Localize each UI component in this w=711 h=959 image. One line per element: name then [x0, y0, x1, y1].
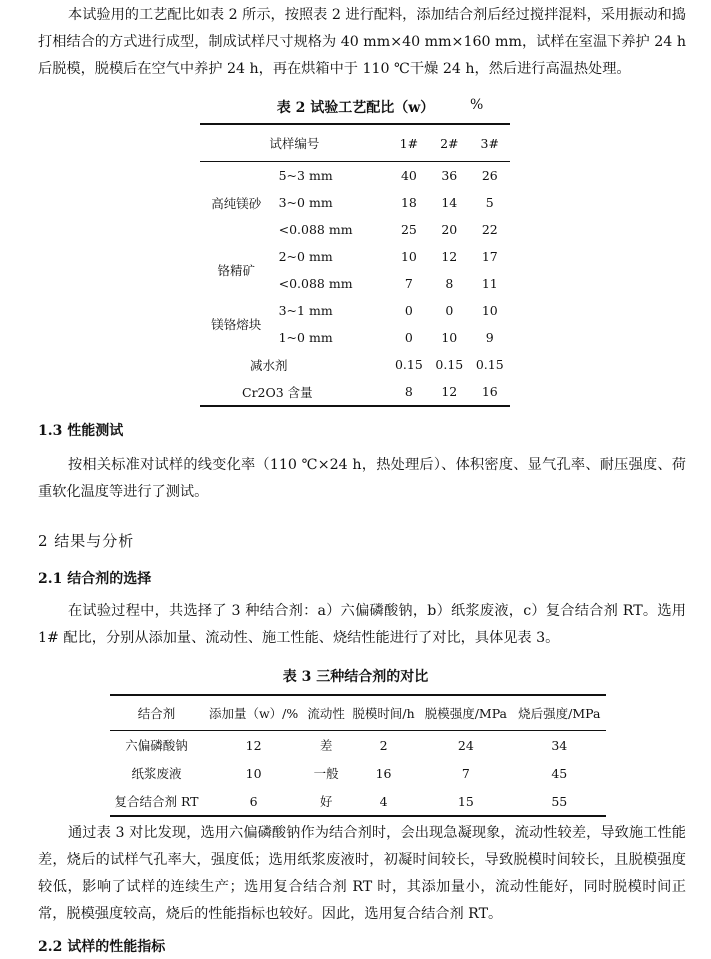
cell: 40 [400, 168, 417, 183]
table3-header: 脱模强度/MPa [419, 695, 512, 731]
section-heading-1-3: 1.3 性能测试 [38, 423, 124, 439]
cell: 7 [461, 765, 470, 781]
table2-header-1: 1# [389, 124, 429, 162]
conclusion-paragraph: 通过表 3 对比发现，选用六偏磷酸钠作为结合剂时，会出现急凝现象，流动性较差，导致施工性能差，烧后的试样气孔率大，强度低；选用纸浆废液时，初凝时间较长，导致脱模时间较长，且脱模强度较低，影响了试样的连续生产；选用复合结合剂 RT 时，其添加量小，流动性能好，同时脱模时间正常，脱模强度较高，烧后的性能指标也较好。因此，选用复合结合剂 RT。 [38, 825, 686, 922]
cell: 8 [445, 276, 454, 291]
sub-label: 3~1 mm [278, 303, 333, 318]
cell: 0 [445, 303, 454, 318]
cell: 0 [404, 303, 413, 318]
cell: 4 [348, 787, 419, 816]
cell: 24 [457, 737, 474, 753]
cell: 10 [400, 249, 417, 264]
table2-unit: % [470, 97, 484, 113]
group-label: 铬精矿 [217, 263, 256, 278]
sub-label: 2~0 mm [278, 249, 333, 264]
cell: 5 [485, 195, 494, 210]
cell: 15 [419, 787, 512, 816]
cell: 55 [513, 787, 606, 816]
cell: 22 [481, 222, 498, 237]
cell: 差 [319, 738, 333, 753]
sub-label: 5~3 mm [278, 168, 333, 183]
table2-header-2: 2# [429, 124, 469, 162]
table3-header: 脱模时间/h [348, 695, 419, 731]
table3-header-row [110, 695, 606, 731]
cell: 2 [379, 737, 388, 753]
group-label: 镁铬熔块 [211, 317, 262, 332]
binder-paragraph: 在试验过程中，共选择了 3 种结合剂：a）六偏磷酸钠，b）纸浆废液，c）复合结合剂 RT。选用 1# 配比，分别从添加量、流动性、施工性能、烧结性能进行了对比，具体见表 3。 [38, 603, 686, 646]
cell: 复合结合剂 RT [110, 787, 203, 816]
section-heading-2-2: 2.2 试样的性能指标 [38, 939, 166, 955]
cell: 7 [404, 276, 413, 291]
cell: 0.15 [394, 357, 423, 372]
sub-label: <0.088 mm [278, 222, 353, 237]
table3-caption: 表 3 三种结合剂的对比 [282, 669, 429, 685]
cell: 25 [400, 222, 417, 237]
table2-caption [0, 97, 711, 117]
cell: 36 [441, 168, 458, 183]
cell: 16 [375, 765, 392, 781]
table3-header: 结合剂 [110, 695, 203, 731]
cell: 10 [245, 765, 262, 781]
cell: 一般 [313, 766, 339, 781]
row-label-water-reducer: 减水剂 [250, 357, 288, 373]
table2-header-row [200, 124, 510, 162]
table2 [200, 123, 510, 407]
row-label-cr2o3: Cr2O3 含量 [200, 378, 389, 406]
cell: 好 [304, 787, 348, 816]
cell: 11 [481, 276, 498, 291]
cell: 纸浆废液 [131, 766, 182, 781]
table-row [200, 378, 510, 406]
cell: 六偏磷酸钠 [125, 738, 188, 753]
cell: 12 [441, 249, 458, 264]
cell: 9 [485, 330, 494, 345]
cell: 12 [429, 378, 469, 406]
cell: 10 [441, 330, 458, 345]
sub-label: 3~0 mm [278, 195, 333, 210]
table3-header: 烧后强度/MPa [513, 695, 606, 731]
cell: 14 [441, 195, 458, 210]
table2-header-sample: 试样编号 [200, 124, 389, 162]
table-row [110, 759, 606, 787]
table-row [200, 162, 510, 190]
cell: 20 [441, 222, 458, 237]
table-row [110, 787, 606, 816]
table3-header: 添加量（w）/% [203, 695, 304, 731]
cell: 6 [203, 787, 304, 816]
table-row [200, 351, 510, 378]
cell: 18 [400, 195, 417, 210]
table-row [200, 243, 510, 270]
table2-header-3: 3# [470, 124, 510, 162]
cell: 12 [245, 737, 262, 753]
table-row [110, 731, 606, 760]
cell: 26 [481, 168, 498, 183]
sub-label: 1~0 mm [278, 330, 333, 345]
cell: 34 [551, 737, 568, 753]
cell: 45 [551, 765, 568, 781]
table2-caption-text: 表 2 试验工艺配比（w） [276, 100, 435, 116]
table3 [110, 694, 606, 817]
cell: 8 [389, 378, 429, 406]
table-row [200, 297, 510, 324]
testing-paragraph: 按相关标准对试样的线变化率（110 ℃×24 h，热处理后）、体积密度、显气孔率、耐压强度、荷重软化温度等进行了测试。 [38, 457, 686, 500]
cell: 10 [481, 303, 498, 318]
sub-label: <0.088 mm [278, 276, 353, 291]
cell: 0.15 [435, 357, 464, 372]
section-heading-2: 2 结果与分析 [38, 532, 135, 550]
table3-header: 流动性 [304, 695, 348, 731]
cell: 0.15 [475, 357, 504, 372]
cell: 0 [404, 330, 413, 345]
section-heading-2-1: 2.1 结合剂的选择 [38, 571, 152, 587]
intro-paragraph: 本试验用的工艺配比如表 2 所示，按照表 2 进行配料，添加结合剂后经过搅拌混料，采用振动和捣打相结合的方式进行成型，制成试样尺寸规格为 40 mm×40 mm×160 mm，试样在室温下养护 24 h 后脱模，脱模后在空气中养护 24 h，再在烘箱中于 110 ℃干燥 24 h，然后进行高温热处理。 [38, 7, 686, 77]
group-label: 高纯镁砂 [211, 195, 262, 211]
cell: 17 [481, 249, 498, 264]
cell: 16 [470, 378, 510, 406]
